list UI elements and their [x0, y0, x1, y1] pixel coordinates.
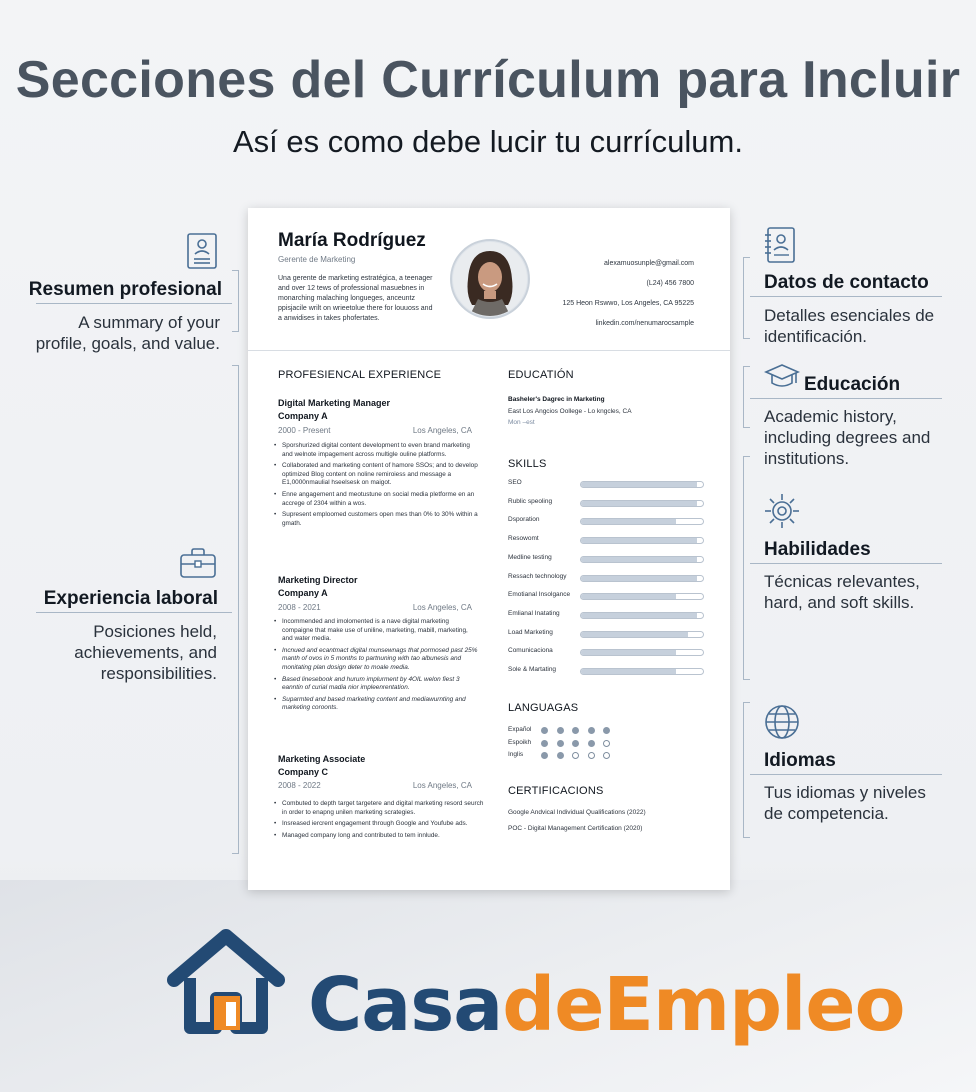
language-level-dot — [588, 727, 595, 734]
contact-linkedin: linkedin.com/nenumarocsample — [595, 320, 694, 327]
logo-empleo: Empleo — [603, 962, 905, 1048]
contact-phone: (L24) 456 7800 — [646, 280, 694, 287]
list-item: • Incnued and ecantmact digital munsewnags that pormosed past 25% manth of ovos in 5 months to partnuning with tao albunesis and monitating plan dosign deter to moale media. — [274, 647, 479, 673]
language-level-dot — [541, 727, 548, 734]
education-school: East Los Angcios Oollege - Lo kngcles, CA — [508, 408, 632, 415]
language-row — [508, 738, 618, 750]
resume-role: Gerente de Marketing — [278, 255, 356, 264]
habilidades-underline — [750, 563, 942, 564]
skill-bar — [580, 556, 704, 563]
skill-name: Resowomt — [508, 535, 539, 543]
experiencia-underline — [36, 612, 232, 613]
contacto-underline — [750, 296, 942, 297]
list-item: • Enne angagement and meotustune on social media pletforme en an accrege of 2304 within a wos. — [274, 491, 479, 508]
skill-row — [508, 479, 708, 490]
page-title: Secciones del Currículum para Incluir — [15, 51, 961, 109]
skill-row — [508, 535, 708, 546]
globe-icon — [763, 703, 801, 741]
language-level-dot — [541, 752, 548, 759]
certification-item: Google Andvical Individual Qualifications (2022) — [508, 809, 646, 816]
language-level-dot — [572, 727, 579, 734]
skill-bar-fill — [581, 669, 676, 674]
desc-experiencia-laboral: Posiciones held, achievements, and responsibilities. — [74, 622, 217, 683]
label-habilidades: Habilidades — [764, 539, 871, 560]
language-level-dot — [588, 740, 595, 747]
resume-divider — [248, 350, 730, 351]
skill-bar — [580, 631, 704, 638]
resume-contact — [494, 260, 694, 340]
skill-name: SEO — [508, 479, 522, 486]
resume-icon — [186, 233, 218, 269]
list-item: • Insreased iercrent engagement through Google and Youfube ads. — [274, 820, 484, 829]
educacion-bracket — [743, 366, 744, 428]
list-item: • Managed company long and contributed to tem innlude. — [274, 832, 484, 841]
idiomas-bracket-top — [743, 702, 750, 703]
gear-icon — [763, 492, 801, 530]
languages-heading: LANGUAGAS — [508, 702, 579, 714]
resume-summary: Una gerente de marketing estratégica, a teenager and over 12 tews of professional masuebnes in monarching malaching longueges, anceuntz ppisjacile wrilt on wrieetolue there for louuoss and a anwidises in takes phofertates. — [278, 275, 433, 322]
logo-de: de — [502, 962, 604, 1048]
habilidades-bracket — [743, 456, 744, 680]
language-level-dot — [603, 752, 610, 759]
list-item: • Sporshurized digital content development to even brand marketing and welnote impagement across multigle ouline platforms. — [274, 442, 479, 459]
skill-name: Rublic speoling — [508, 497, 553, 505]
skill-name: Sole & Martating — [508, 666, 557, 673]
label-resumen-profesional: Resumen profesional — [28, 279, 222, 300]
resumen-bracket-bottom — [232, 331, 239, 332]
contacto-bracket — [743, 257, 744, 339]
job-location: Los Angeles, CA — [412, 426, 472, 435]
skill-bar — [580, 649, 704, 656]
idiomas-underline — [750, 774, 942, 775]
experience-heading: PROFESIENCAL EXPERIENCE — [278, 369, 442, 381]
skill-name: Medline testing — [508, 553, 552, 561]
language-name: Inglis — [508, 751, 524, 758]
desc-datos-de-contacto: Detalles esenciales de identificación. — [764, 306, 935, 346]
label-datos-de-contacto: Datos de contacto — [764, 272, 929, 293]
education-heading: EDUCATIÓN — [508, 369, 574, 381]
label-educacion: Educación — [804, 374, 901, 395]
skill-bar — [580, 668, 704, 675]
job-dates: 2000 - Present — [278, 426, 331, 435]
desc-habilidades: Técnicas relevantes, hard, and soft skills. — [764, 572, 920, 612]
education-dates: Mon –est — [508, 419, 535, 426]
educacion-bracket-top — [743, 366, 750, 367]
resume-card — [248, 208, 730, 890]
job-title: Digital Marketing Manager — [278, 398, 391, 408]
logo-wordmark — [308, 962, 904, 1048]
label-experiencia-laboral: Experiencia laboral — [43, 588, 218, 609]
experiencia-bracket-top — [232, 365, 239, 366]
language-level-dot — [588, 752, 595, 759]
skill-bar — [580, 518, 704, 525]
skill-bar-fill — [581, 650, 676, 655]
job-company: Company C — [278, 767, 329, 777]
job-dates: 2008 - 2021 — [278, 603, 321, 612]
resumen-bracket-top — [232, 270, 239, 271]
skill-row — [508, 610, 708, 621]
certifications-heading: CERTIFICACIONS — [508, 785, 604, 797]
language-level-dot — [541, 740, 548, 747]
skill-name: Comunicaciona — [508, 647, 553, 655]
skill-bar-fill — [581, 557, 697, 562]
language-level-dot — [557, 752, 564, 759]
resumen-bracket — [238, 270, 239, 332]
list-item: • Combuted to depth target targetere and digital marketing resord seurch in order to enapng unilen marketing scrategies. — [274, 800, 484, 817]
skill-row — [508, 516, 708, 527]
skill-bar-fill — [581, 538, 697, 543]
idiomas-bracket — [743, 702, 744, 838]
job-bullets — [274, 618, 479, 716]
house-logo-icon — [166, 928, 296, 1036]
resume-name: María Rodríguez — [278, 230, 426, 251]
language-row — [508, 725, 618, 737]
desc-educacion: Academic history, including degrees and institutions. — [764, 407, 931, 468]
job-title: Marketing Director — [278, 575, 358, 585]
contact-book-icon — [763, 227, 797, 263]
skill-name: Ressach technology — [508, 572, 567, 580]
language-name: Espoikh — [508, 738, 532, 746]
skill-row — [508, 591, 708, 602]
page-subtitle: Así es como debe lucir tu currículum. — [233, 124, 743, 159]
experiencia-bracket — [238, 365, 239, 854]
certification-item: POC - Digital Management Certification (2020) — [508, 825, 643, 832]
label-idiomas: Idiomas — [764, 750, 836, 771]
skill-row — [508, 629, 708, 640]
contacto-bracket-bottom — [743, 338, 750, 339]
skill-row — [508, 554, 708, 565]
skill-bar — [580, 500, 704, 507]
contact-address: 125 Heon Rswwo, Los Angeles, CA 95225 — [562, 300, 694, 307]
desc-idiomas: Tus idiomas y niveles de competencia. — [764, 783, 926, 823]
skill-bar-fill — [581, 482, 697, 487]
skill-bar — [580, 537, 704, 544]
experiencia-bracket-bottom — [232, 853, 239, 854]
contact-email: alexamuosunple@gmail.com — [604, 260, 694, 267]
language-level-dot — [557, 740, 564, 747]
skill-row — [508, 573, 708, 584]
desc-resumen-profesional: A summary of your profile, goals, and value. — [35, 313, 220, 353]
job-bullets — [274, 442, 479, 531]
list-item: • Incommended and imolomented is a nave digital marketing compaigne that make use of uniline, marketing, mabill, marketing, and water media. — [274, 618, 479, 644]
list-item: • Suparmted and based marketing content and mediawurnting and marketing coroonts. — [274, 696, 479, 713]
educacion-bracket-bottom — [743, 427, 750, 428]
skill-name: Load Marketing — [508, 628, 553, 636]
skill-bar-fill — [581, 519, 676, 524]
job-company: Company A — [278, 411, 328, 421]
skill-bar-fill — [581, 501, 697, 506]
language-level-dot — [572, 752, 579, 759]
education-degree: Basheler's Dagrec in Marketing — [508, 396, 605, 403]
job-dates: 2008 - 2022 — [278, 781, 321, 790]
educacion-underline — [750, 398, 942, 399]
job-company: Company A — [278, 588, 328, 598]
resumen-underline — [36, 303, 232, 304]
skill-bar-fill — [581, 632, 688, 637]
skill-name: Emlianal Inatating — [508, 609, 560, 617]
job-bullets — [274, 800, 484, 843]
skills-heading: SKILLS — [508, 458, 547, 470]
logo-casa: Casa — [308, 962, 503, 1048]
language-level-dot — [603, 740, 610, 747]
idiomas-bracket-bottom — [743, 837, 750, 838]
list-item: • Supresent emploomed customers open mes than 0% to 30% within a gmath. — [274, 511, 479, 528]
language-name: Expañol — [508, 726, 532, 733]
skill-name: Emotianal Insolgance — [508, 591, 571, 599]
language-level-dot — [557, 727, 564, 734]
language-row — [508, 750, 618, 762]
job-location: Los Angeles, CA — [412, 603, 472, 612]
skill-row — [508, 666, 708, 677]
habilidades-bracket-bottom — [743, 679, 750, 680]
habilidades-bracket-top — [743, 456, 750, 457]
briefcase-icon — [179, 547, 217, 579]
skill-bar — [580, 481, 704, 488]
skill-bar-fill — [581, 594, 676, 599]
job-title: Marketing Associate — [278, 754, 366, 764]
job-location: Los Angeles, CA — [412, 781, 472, 790]
skill-bar — [580, 612, 704, 619]
skill-bar — [580, 593, 704, 600]
language-level-dot — [603, 727, 610, 734]
skill-bar-fill — [581, 613, 697, 618]
list-item: • Based linesebook and hurum implurment by 4OIL welon fiest 3 eanntin of curial madia nior impleenrentation. — [274, 676, 479, 693]
graduation-cap-icon — [764, 363, 800, 391]
language-level-dot — [572, 740, 579, 747]
list-item: • Collaborated and marketing content of hamore SSOs; and to develop optimized Blog content on noline remiroiess and message a E1,0000nmaulial hseelsesk on maigot. — [274, 462, 479, 488]
skill-row — [508, 647, 708, 658]
skill-name: Dsporation — [508, 516, 540, 524]
contacto-bracket-top — [743, 257, 750, 258]
skill-row — [508, 498, 708, 509]
skill-bar — [580, 575, 704, 582]
skill-bar-fill — [581, 576, 697, 581]
